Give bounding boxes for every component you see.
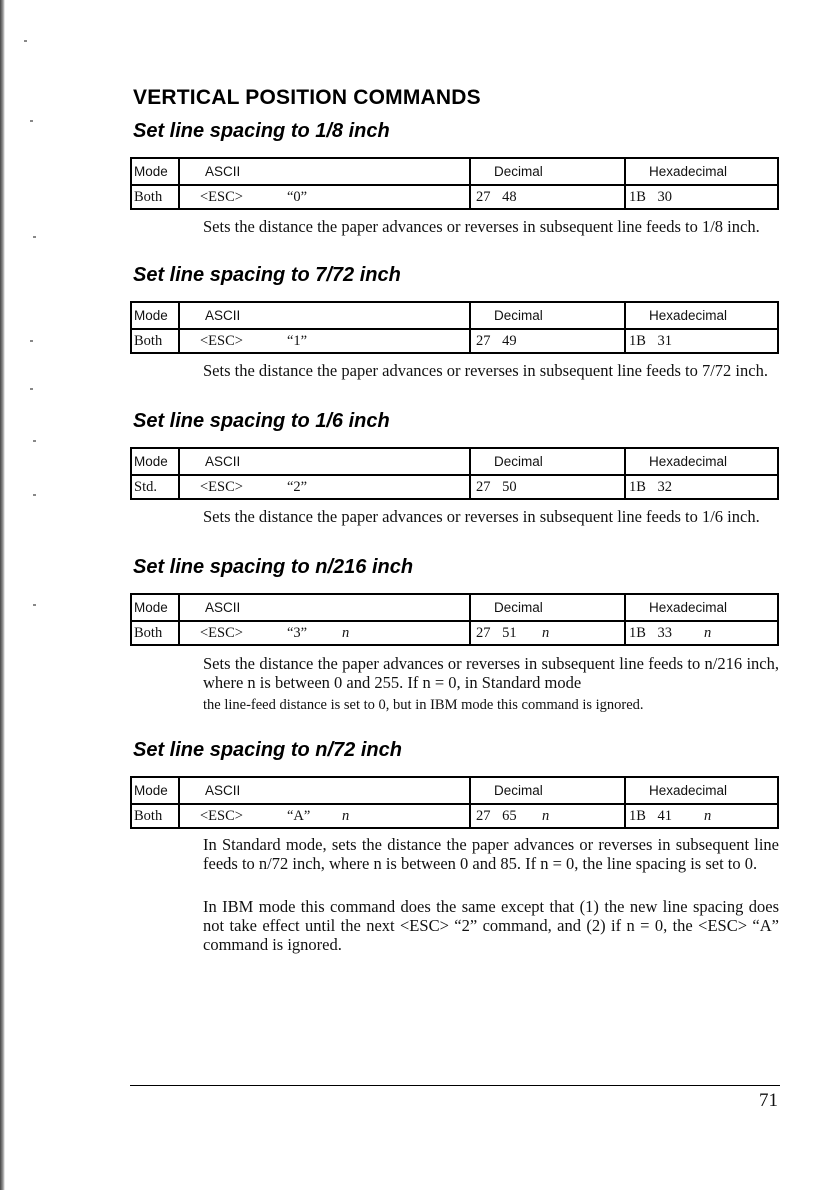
- scan-speck: [30, 340, 33, 342]
- section-title: Set line spacing to 1/8 inch: [133, 120, 390, 142]
- ascii-esc: <ESC>: [200, 189, 243, 205]
- command-table: [130, 776, 779, 829]
- ascii-param: n: [342, 808, 350, 824]
- decimal-value: 27 49: [476, 333, 517, 349]
- command-table: [130, 157, 779, 210]
- ascii-char: “3”: [287, 625, 308, 641]
- ascii-esc: <ESC>: [200, 625, 243, 641]
- table-column-divider: [624, 303, 626, 352]
- command-table: [130, 593, 779, 646]
- table-row-divider: [132, 328, 777, 330]
- header-ascii: ASCII: [205, 454, 241, 469]
- scan-speck: [30, 388, 33, 390]
- footer-rule: [130, 1085, 780, 1086]
- header-decimal: Decimal: [494, 308, 543, 323]
- page-scan-edge: [0, 0, 5, 1190]
- hex-value: 1B 31: [629, 333, 673, 349]
- section-title: Set line spacing to 7/72 inch: [133, 264, 401, 286]
- section-title: Set line spacing to n/72 inch: [133, 739, 402, 761]
- section-description: Sets the distance the paper advances or reverses in subsequent line feeds to n/216 inch, where n is between 0 and 255. If n = 0, in Standard mode: [203, 654, 779, 692]
- section-description: Sets the distance the paper advances or reverses in subsequent line feeds to 7/72 inch.: [203, 361, 768, 380]
- decimal-param: n: [542, 808, 550, 824]
- table-column-divider: [624, 449, 626, 498]
- section-description-ibm: In IBM mode this command does the same except that (1) the new line spacing does not take effect until the next <ESC> “2” command, and (2) if n = 0, the <ESC> “A” command is ignored.: [203, 897, 779, 954]
- command-table: [130, 447, 779, 500]
- mode-value: Both: [134, 625, 163, 641]
- table-column-divider: [178, 778, 180, 827]
- header-ascii: ASCII: [205, 600, 241, 615]
- mode-value: Both: [134, 333, 163, 349]
- page-number: 71: [759, 1090, 778, 1111]
- decimal-value: 27 51: [476, 625, 517, 641]
- ascii-param: n: [342, 625, 350, 641]
- hex-param: n: [704, 808, 712, 824]
- table-column-divider: [624, 778, 626, 827]
- section-title: Set line spacing to n/216 inch: [133, 556, 414, 578]
- table-column-divider: [178, 449, 180, 498]
- header-ascii: ASCII: [205, 308, 241, 323]
- ascii-esc: <ESC>: [200, 479, 243, 495]
- hex-value: 1B 32: [629, 479, 673, 495]
- hex-param: n: [704, 625, 712, 641]
- section-description-note: the line-feed distance is set to 0, but in IBM mode this command is ignored.: [203, 697, 644, 713]
- mode-value: Both: [134, 189, 163, 205]
- mode-value: Std.: [134, 479, 157, 495]
- table-column-divider: [469, 595, 471, 644]
- decimal-param: n: [542, 625, 550, 641]
- scan-speck: [24, 40, 27, 42]
- command-table: [130, 301, 779, 354]
- header-decimal: Decimal: [494, 600, 543, 615]
- ascii-char: “A”: [287, 808, 311, 824]
- header-hexadecimal: Hexadecimal: [649, 308, 728, 323]
- scan-speck: [30, 120, 33, 122]
- header-decimal: Decimal: [494, 783, 543, 798]
- table-row-divider: [132, 474, 777, 476]
- decimal-value: 27 65: [476, 808, 517, 824]
- header-hexadecimal: Hexadecimal: [649, 600, 728, 615]
- section-title: Set line spacing to 1/6 inch: [133, 410, 390, 432]
- header-ascii: ASCII: [205, 783, 241, 798]
- decimal-value: 27 50: [476, 479, 517, 495]
- table-column-divider: [178, 595, 180, 644]
- scan-speck: [33, 494, 36, 496]
- hex-value: 1B 41: [629, 808, 673, 824]
- page-title: VERTICAL POSITION COMMANDS: [133, 86, 481, 109]
- table-column-divider: [469, 303, 471, 352]
- ascii-char: “2”: [287, 479, 308, 495]
- header-ascii: ASCII: [205, 164, 241, 179]
- ascii-esc: <ESC>: [200, 808, 243, 824]
- mode-value: Both: [134, 808, 163, 824]
- scan-speck: [33, 604, 36, 606]
- table-column-divider: [469, 449, 471, 498]
- hex-value: 1B 33: [629, 625, 673, 641]
- section-description: Sets the distance the paper advances or reverses in subsequent line feeds to 1/8 inch.: [203, 217, 760, 236]
- table-column-divider: [624, 159, 626, 208]
- header-mode: Mode: [134, 454, 168, 469]
- table-row-divider: [132, 803, 777, 805]
- header-hexadecimal: Hexadecimal: [649, 783, 728, 798]
- hex-value: 1B 30: [629, 189, 673, 205]
- table-row-divider: [132, 184, 777, 186]
- table-column-divider: [469, 778, 471, 827]
- header-decimal: Decimal: [494, 164, 543, 179]
- scan-speck: [33, 440, 36, 442]
- ascii-char: “0”: [287, 189, 308, 205]
- header-mode: Mode: [134, 308, 168, 323]
- table-column-divider: [178, 159, 180, 208]
- decimal-value: 27 48: [476, 189, 517, 205]
- ascii-esc: <ESC>: [200, 333, 243, 349]
- section-description: In Standard mode, sets the distance the paper advances or reverses in subsequent line feeds to n/72 inch, where n is between 0 and 85. If n = 0, the line spacing is set to 0.: [203, 835, 779, 873]
- header-mode: Mode: [134, 600, 168, 615]
- header-mode: Mode: [134, 164, 168, 179]
- table-row-divider: [132, 620, 777, 622]
- table-column-divider: [178, 303, 180, 352]
- header-decimal: Decimal: [494, 454, 543, 469]
- ascii-char: “1”: [287, 333, 308, 349]
- section-description: Sets the distance the paper advances or reverses in subsequent line feeds to 1/6 inch.: [203, 507, 760, 526]
- header-hexadecimal: Hexadecimal: [649, 454, 728, 469]
- header-mode: Mode: [134, 783, 168, 798]
- table-column-divider: [624, 595, 626, 644]
- table-column-divider: [469, 159, 471, 208]
- header-hexadecimal: Hexadecimal: [649, 164, 728, 179]
- scan-speck: [33, 236, 36, 238]
